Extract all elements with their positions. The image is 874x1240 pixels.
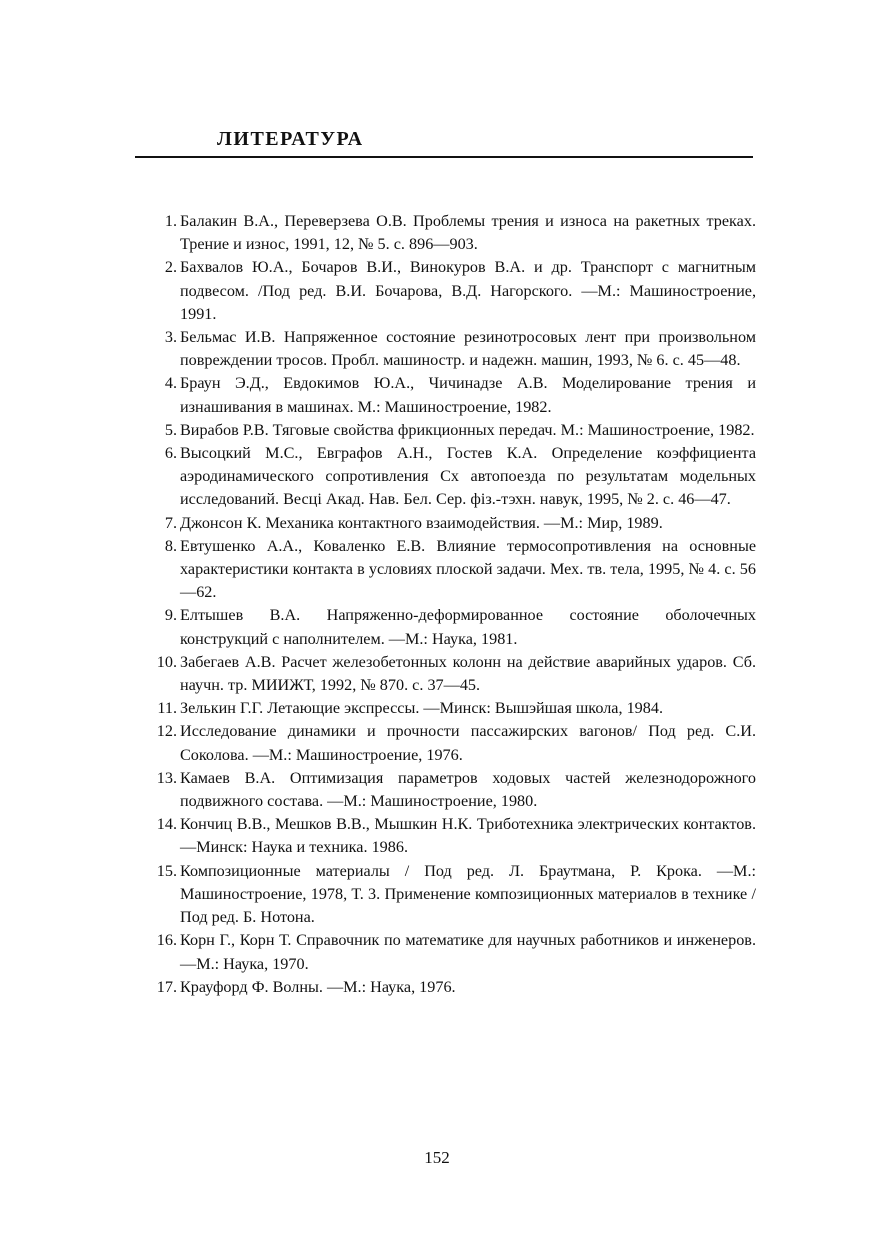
reference-text: Исследование динамики и прочности пассажирских вагонов/ Под ред. С.И. Соколова. —М.: Машиностроение, 1976. — [180, 722, 756, 764]
reference-text: Елтышев В.А. Напряженно-деформированное состояние оболочечных конструкций с наполнителем. —М.: Наука, 1981. — [180, 606, 756, 648]
reference-item — [150, 210, 756, 256]
reference-number: 3. — [164, 328, 177, 347]
reference-number: 11. — [157, 699, 177, 718]
reference-text: Композиционные материалы / Под ред. Л. Браутмана, Р. Крока. —М.: Машиностроение, 1978, Т. 3. Применение композиционных материалов в технике / Под ред. Б. Нотона. — [180, 861, 756, 927]
reference-item — [150, 442, 756, 512]
reference-number: 4. — [164, 374, 177, 393]
reference-item — [150, 326, 756, 372]
reference-item — [150, 419, 756, 442]
reference-item — [150, 535, 756, 605]
reference-item — [150, 697, 756, 720]
reference-item — [150, 720, 756, 766]
reference-text: Забегаев А.В. Расчет железобетонных колонн на действие аварийных ударов. Сб. научн. тр. МИИЖТ, 1992, № 870. с. 37—45. — [180, 652, 756, 695]
reference-number: 6. — [164, 444, 177, 463]
reference-item — [150, 813, 756, 859]
reference-item — [150, 604, 756, 650]
reference-item — [150, 860, 756, 930]
reference-item — [150, 651, 756, 697]
reference-text: Вирабов Р.В. Тяговые свойства фрикционных передач. М.: Машиностроение, 1982. — [180, 420, 755, 439]
page-title: ЛИТЕРАТУРА — [217, 128, 364, 150]
reference-number: 5. — [164, 420, 177, 439]
reference-text: Камаев В.А. Оптимизация параметров ходовых частей железнодорожного подвижного состава. —М.: Машиностроение, 1980. — [180, 768, 756, 811]
reference-text: Бельмас И.В. Напряженное состояние резинотросовых лент при произвольном повреждении тросов. Пробл. машиностр. и надежн. машин, 1993, № 6. с. 45—48. — [180, 328, 756, 370]
reference-number: 16. — [156, 931, 177, 950]
reference-item — [150, 929, 756, 975]
reference-number: 14. — [156, 815, 177, 834]
reference-number: 12. — [156, 722, 177, 741]
reference-number: 15. — [156, 861, 177, 880]
reference-text: Евтушенко А.А., Коваленко Е.В. Влияние термосопротивления на основные характеристики контакта в условиях плоской задачи. Мех. тв. тела, 1995, № 4. с. 56—62. — [180, 536, 756, 602]
reference-number: 1. — [164, 212, 177, 230]
reference-item — [150, 767, 756, 813]
reference-text: Зелькин Г.Г. Летающие экспрессы. —Минск: Вышэйшая школа, 1984. — [180, 699, 663, 718]
reference-item — [150, 512, 756, 535]
reference-number: 9. — [164, 606, 177, 625]
heading-rule — [135, 156, 753, 158]
reference-number: 17. — [156, 977, 177, 996]
reference-number: 7. — [164, 513, 177, 532]
reference-text: Крауфорд Ф. Волны. —М.: Наука, 1976. — [180, 977, 456, 996]
reference-number: 8. — [164, 536, 177, 555]
page-number: 152 — [424, 1148, 450, 1167]
reference-item — [150, 976, 756, 999]
reference-list — [150, 210, 756, 999]
reference-number: 2. — [164, 258, 177, 277]
reference-text: Высоцкий М.С., Евграфов А.Н., Гостев К.А. Определение коэффициента аэродинамического сопротивления Cx автопоезда по результатам модельных исследований. Весці Акад. Нав. Бел. Сер. фіз.-тэхн. навук, 1995, № 2. с. 46—47. — [180, 444, 756, 509]
reference-text: Кончиц В.В., Мешков В.В., Мышкин Н.К. Триботехника электрических контактов. —Минск: Наука и техника. 1986. — [180, 815, 756, 857]
reference-text: Балакин В.А., Переверзева О.В. Проблемы трения и износа на ракетных треках. Трение и износ, 1991, 12, № 5. с. 896—903. — [180, 212, 756, 254]
reference-text: Бахвалов Ю.А., Бочаров В.И., Винокуров В.А. и др. Транспорт с магнитным подвесом. /Под ред. В.И. Бочарова, В.Д. Нагорского. —М.: Машиностроение, 1991. — [180, 258, 756, 323]
reference-item — [150, 372, 756, 418]
reference-item — [150, 256, 756, 326]
reference-number: 10. — [156, 652, 177, 671]
reference-number: 13. — [156, 768, 177, 787]
reference-text: Джонсон К. Механика контактного взаимодействия. —М.: Мир, 1989. — [180, 513, 663, 532]
reference-text: Браун Э.Д., Евдокимов Ю.А., Чичинадзе А.В. Моделирование трения и изнашивания в машинах. М.: Машиностроение, 1982. — [180, 374, 756, 416]
reference-text: Корн Г., Корн Т. Справочник по математике для научных работников и инженеров. —М.: Наука, 1970. — [180, 931, 756, 973]
